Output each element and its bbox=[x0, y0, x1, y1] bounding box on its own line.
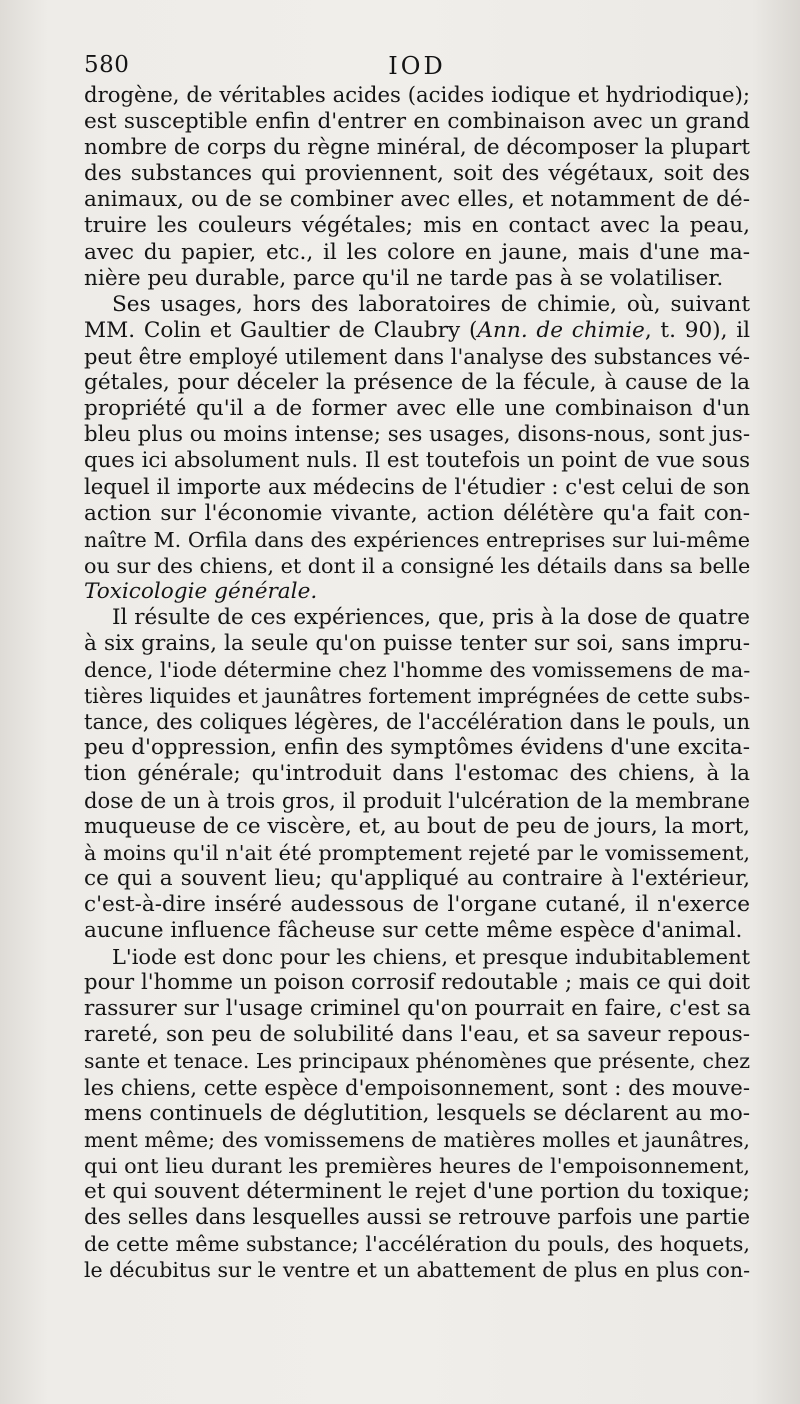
paragraph bbox=[84, 83, 750, 292]
text-line: tance, des coliques légères, de l'accélération dans le pouls, un bbox=[84, 709, 750, 735]
citation-journal: Ann. de chimie bbox=[477, 317, 645, 343]
text-line: peut être employé utilement dans l'analyse des substances vé- bbox=[84, 343, 750, 369]
text-line: action sur l'économie vivante, action délétère qu'a fait con- bbox=[84, 500, 750, 526]
citation-lead: MM. Colin et Gaultier de Claubry ( bbox=[84, 317, 478, 343]
paragraph bbox=[84, 292, 750, 605]
text-line: peu d'oppression, enfin des symptômes évidens d'une excita- bbox=[84, 735, 750, 761]
text-line: L'iode est donc pour les chiens, et presque indubitablement bbox=[112, 945, 750, 970]
text-line: aucune influence fâcheuse sur cette même espèce d'animal. bbox=[84, 918, 743, 943]
text-line: mens continuels de déglutition, lesquels se déclarent au mo- bbox=[84, 1100, 750, 1126]
text-line: propriété qu'il a de former avec elle une combinaison d'un bbox=[84, 396, 750, 422]
text-line: tion générale; qu'introduit dans l'estomac des chiens, à la bbox=[84, 761, 750, 787]
book-title-line: Toxicologie générale. bbox=[84, 578, 318, 604]
text-line: ou sur des chiens, et dont il a consigné les détails dans sa belle bbox=[84, 553, 751, 578]
text-line: le décubitus sur le ventre et un abattement de plus en plus con- bbox=[84, 1258, 750, 1283]
text-line: gétales, pour déceler la présence de la fécule, à cause de la bbox=[84, 370, 750, 396]
citation-volume: , t. 90), il bbox=[644, 317, 751, 343]
text-line: naître M. Orfila dans des expériences entreprises sur lui-même bbox=[84, 527, 750, 552]
text-line: muqueuse de ce viscère, et, au bout de peu de jours, la mort, bbox=[84, 813, 750, 839]
text-line-with-citation bbox=[84, 318, 750, 344]
text-line: nière peu durable, parce qu'il ne tarde pas à se volatiliser. bbox=[84, 265, 724, 291]
text-line: sante et tenace. Les principaux phénomènes que présente, chez bbox=[84, 1049, 750, 1074]
text-line: Il résulte de ces expériences, que, pris à la dose de quatre bbox=[112, 604, 750, 630]
text-line: bleu plus ou moins intense; ses usages, disons-nous, sont jus- bbox=[84, 422, 751, 448]
text-line: lequel il importe aux médecins de l'étudier : c'est celui de son bbox=[84, 474, 750, 500]
text-line: rassurer sur l'usage criminel qu'on pourrait en faire, c'est sa bbox=[84, 996, 751, 1022]
text-line: animaux, ou de se combiner avec elles, et notamment de dé- bbox=[84, 187, 750, 213]
text-line: nombre de corps du règne minéral, de décomposer la plupart bbox=[84, 135, 750, 161]
page-number: 580 bbox=[84, 52, 130, 78]
text-line: ment même; des vomissemens de matières molles et jaunâtres, bbox=[84, 1127, 750, 1152]
text-line: est susceptible enfin d'entrer en combinaison avec un grand bbox=[84, 109, 750, 135]
text-line: les chiens, cette espèce d'empoisonnement, sont : des mouve- bbox=[84, 1074, 750, 1100]
text-line: à moins qu'il n'ait été promptement rejeté par le vomissement, bbox=[84, 840, 750, 865]
text-line: à six grains, la seule qu'on puisse tenter sur soi, sans impru- bbox=[84, 630, 750, 656]
paragraph bbox=[84, 944, 750, 1283]
text-line: ques ici absolument nuls. Il est toutefois un point de vue sous bbox=[84, 448, 750, 474]
text-line: des selles dans lesquelles aussi se retrouve parfois une partie bbox=[84, 1205, 751, 1231]
body-text bbox=[84, 83, 750, 1283]
text-line: dence, l'iode détermine chez l'homme des vomissemens de ma- bbox=[84, 658, 751, 683]
text-line: qui ont lieu durant les premières heures de l'empoisonnement, bbox=[84, 1153, 750, 1178]
text-line: tières liquides et jaunâtres fortement imprégnées de cette subs- bbox=[84, 684, 751, 709]
text-line: de cette même substance; l'accélération du pouls, des hoquets, bbox=[84, 1232, 750, 1257]
text-line: pour l'homme un poison corrosif redoutable ; mais ce qui doit bbox=[84, 970, 750, 996]
text-line: dose de un à trois gros, il produit l'ulcération de la membrane bbox=[84, 787, 750, 813]
text-line: drogène, de véritables acides (acides iodique et hydriodique); bbox=[84, 83, 750, 108]
paragraph bbox=[84, 605, 750, 944]
text-line: des substances qui proviennent, soit des végétaux, soit des bbox=[84, 161, 750, 187]
text-line: truire les couleurs végétales; mis en contact avec la peau, bbox=[84, 213, 750, 239]
text-line: c'est-à-dire inséré audessous de l'organe cutané, il n'exerce bbox=[84, 891, 750, 917]
text-line: et qui souvent déterminent le rejet d'une portion du toxique; bbox=[84, 1178, 750, 1204]
text-line: rareté, son peu de solubilité dans l'eau, et sa saveur repous- bbox=[84, 1022, 750, 1048]
text-line: avec du papier, etc., il les colore en jaune, mais d'une ma- bbox=[84, 239, 750, 265]
running-head: IOD bbox=[388, 52, 446, 80]
text-line: ce qui a souvent lieu; qu'appliqué au contraire à l'extérieur, bbox=[84, 865, 750, 891]
text-line: Ses usages, hors des laboratoires de chimie, où, suivant bbox=[112, 291, 750, 317]
page-header bbox=[84, 52, 750, 82]
